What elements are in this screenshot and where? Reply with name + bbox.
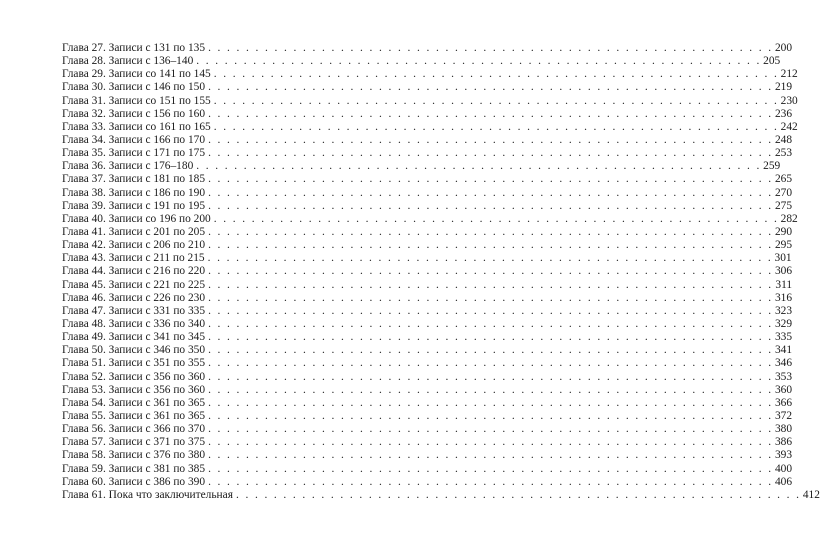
toc-entry-title: Глава 61. Пока что заключительная: [62, 488, 233, 501]
toc-entry-title: Глава 42. Записи с 206 по 210: [62, 239, 206, 252]
toc-entry-page: 372: [774, 409, 793, 422]
toc-entry-page: 353: [774, 370, 793, 383]
toc-entry: [62, 94, 798, 108]
toc-entry-title: Глава 40. Записи со 196 по 200: [62, 212, 211, 225]
toc-entry: [62, 81, 793, 94]
toc-entry: [62, 409, 793, 423]
toc-leader-dots: . . . . . . . . . . . . . . . . . . . . . . . . . . . . . . . . . . . . . . . . . . . . . . . . . . . . . . . . . . . .: [208, 81, 774, 94]
toc-entry-page: 366: [774, 396, 793, 409]
toc-entry-title: Глава 46. Записи с 226 по 230: [62, 291, 206, 304]
toc-entry-page: 212: [780, 68, 798, 81]
toc-leader-dots: . . . . . . . . . . . . . . . . . . . . . . . . . . . . . . . . . . . . . . . . . . . . . . . . . . . . . . . . . . . .: [213, 120, 779, 133]
toc-leader-dots: . . . . . . . . . . . . . . . . . . . . . . . . . . . . . . . . . . . . . . . . . . . . . . . . . . . . . . . . . . . .: [208, 370, 774, 383]
toc-entry-page: 406: [774, 475, 793, 488]
toc-entry-title: Глава 36. Записи с 176–180: [62, 160, 194, 173]
toc-entry-page: 248: [774, 133, 793, 146]
toc-entry-page: 341: [774, 344, 793, 357]
toc-entry: [62, 147, 793, 160]
toc-entry: [62, 199, 793, 213]
toc-entry-title: Глава 27. Записи с 131 по 135: [62, 42, 206, 54]
toc-entry: [62, 436, 793, 449]
toc-entry-title: Глава 34. Записи с 166 по 170: [62, 133, 206, 146]
toc-entry-title: Глава 57. Записи с 371 по 375: [62, 436, 206, 449]
toc-entry-page: 393: [774, 449, 793, 462]
toc-entry: [62, 42, 793, 55]
toc-leader-dots: . . . . . . . . . . . . . . . . . . . . . . . . . . . . . . . . . . . . . . . . . . . . . . . . . . . . . . . . . . . .: [208, 173, 774, 186]
toc-entry: [62, 173, 793, 186]
toc-leader-dots: . . . . . . . . . . . . . . . . . . . . . . . . . . . . . . . . . . . . . . . . . . . . . . . . . . . . . . . . . . . .: [208, 475, 774, 488]
toc-entry-title: Глава 45. Записи с 221 по 225: [62, 278, 206, 291]
toc-entry-page: 270: [774, 186, 793, 199]
toc-entry-page: 329: [774, 317, 793, 330]
toc-entry: [62, 160, 781, 173]
toc-entry-page: 205: [763, 55, 781, 68]
toc-entry-title: Глава 51. Записи с 351 по 355: [62, 357, 206, 370]
toc-entry: [62, 383, 793, 397]
toc-entry-page: 259: [763, 160, 781, 173]
toc-leader-dots: . . . . . . . . . . . . . . . . . . . . . . . . . . . . . . . . . . . . . . . . . . . . . . . . . . . . . . . . . . . .: [208, 225, 774, 238]
toc-entry-page: 282: [780, 212, 798, 225]
toc-leader-dots: . . . . . . . . . . . . . . . . . . . . . . . . . . . . . . . . . . . . . . . . . . . . . . . . . . . . . . . . . . . .: [208, 409, 774, 422]
toc-entry: [62, 107, 793, 121]
toc-entry-title: Глава 58. Записи с 376 по 380: [62, 449, 206, 462]
toc-entry-title: Глава 30. Записи с 146 по 150: [62, 81, 206, 94]
toc-entry: [62, 68, 798, 81]
toc-entry: [62, 357, 793, 370]
toc-entry: [62, 291, 793, 305]
toc-leader-dots: . . . . . . . . . . . . . . . . . . . . . . . . . . . . . . . . . . . . . . . . . . . . . . . . . . . . . . . . . . . .: [207, 252, 773, 265]
toc-entry: [62, 225, 793, 239]
toc-entry-page: 311: [775, 278, 793, 291]
toc-entry-page: 290: [774, 225, 793, 238]
toc-leader-dots: . . . . . . . . . . . . . . . . . . . . . . . . . . . . . . . . . . . . . . . . . . . . . . . . . . . . . . . . . . . .: [208, 278, 774, 291]
toc-entry: [62, 133, 793, 147]
toc-entry-page: 335: [774, 331, 793, 344]
toc-entry-page: 295: [774, 239, 793, 252]
toc-leader-dots: . . . . . . . . . . . . . . . . . . . . . . . . . . . . . . . . . . . . . . . . . . . . . . . . . . . . . . . . . . . .: [213, 68, 779, 81]
toc-entry-page: 230: [780, 94, 798, 107]
toc-leader-dots: . . . . . . . . . . . . . . . . . . . . . . . . . . . . . . . . . . . . . . . . . . . . . . . . . . . . . . . . . . . .: [208, 396, 774, 409]
toc-entry-title: Глава 49. Записи с 341 по 345: [62, 331, 206, 344]
toc-entry-page: 323: [774, 304, 793, 317]
toc-entry-title: Глава 55. Записи с 361 по 365: [62, 409, 206, 422]
toc-entry-title: Глава 54. Записи с 361 по 365: [62, 396, 206, 409]
toc-leader-dots: . . . . . . . . . . . . . . . . . . . . . . . . . . . . . . . . . . . . . . . . . . . . . . . . . . . . . . . . . . . .: [213, 94, 779, 107]
toc-leader-dots: . . . . . . . . . . . . . . . . . . . . . . . . . . . . . . . . . . . . . . . . . . . . . . . . . . . . . . . . . . . .: [235, 488, 801, 501]
toc-entry-page: 236: [774, 107, 793, 120]
toc-leader-dots: . . . . . . . . . . . . . . . . . . . . . . . . . . . . . . . . . . . . . . . . . . . . . . . . . . . . . . . . . . . .: [208, 291, 774, 304]
toc-entry: [62, 252, 792, 265]
toc-entry-title: Глава 39. Записи с 191 по 195: [62, 199, 206, 212]
toc-entry: [62, 370, 793, 384]
toc-entry: [62, 120, 798, 134]
toc-entry-title: Глава 56. Записи с 366 по 370: [62, 423, 206, 436]
toc-entry: [62, 212, 798, 226]
toc-entry-title: Глава 60. Записи с 386 по 390: [62, 475, 206, 488]
toc-leader-dots: . . . . . . . . . . . . . . . . . . . . . . . . . . . . . . . . . . . . . . . . . . . . . . . . . . . . . . . . . . . .: [208, 317, 774, 330]
toc-entry: [62, 396, 793, 410]
toc-entry-title: Глава 44. Записи с 216 по 220: [62, 265, 206, 278]
toc-entry: [62, 317, 793, 331]
toc-entry-title: Глава 37. Записи с 181 по 185: [62, 173, 206, 186]
toc-entry-title: Глава 52. Записи с 356 по 360: [62, 370, 206, 383]
toc-leader-dots: . . . . . . . . . . . . . . . . . . . . . . . . . . . . . . . . . . . . . . . . . . . . . . . . . . . . . . . . . . . .: [208, 147, 774, 160]
toc-leader-dots: . . . . . . . . . . . . . . . . . . . . . . . . . . . . . . . . . . . . . . . . . . . . . . . . . . . . . . . . . . . .: [208, 42, 774, 54]
toc-leader-dots: . . . . . . . . . . . . . . . . . . . . . . . . . . . . . . . . . . . . . . . . . . . . . . . . . . . . . . . . . . . .: [208, 239, 774, 252]
toc-leader-dots: . . . . . . . . . . . . . . . . . . . . . . . . . . . . . . . . . . . . . . . . . . . . . . . . . . . . . . . . . . . .: [208, 462, 774, 475]
toc-leader-dots: . . . . . . . . . . . . . . . . . . . . . . . . . . . . . . . . . . . . . . . . . . . . . . . . . . . . . . . . . . . .: [196, 160, 762, 173]
toc-entry: [62, 423, 793, 436]
toc-leader-dots: . . . . . . . . . . . . . . . . . . . . . . . . . . . . . . . . . . . . . . . . . . . . . . . . . . . . . . . . . . . .: [208, 133, 774, 146]
toc-entry-title: Глава 33. Записи со 161 по 165: [62, 120, 211, 133]
toc-entry-title: Глава 48. Записи с 336 по 340: [62, 317, 206, 330]
toc-leader-dots: . . . . . . . . . . . . . . . . . . . . . . . . . . . . . . . . . . . . . . . . . . . . . . . . . . . . . . . . . . . .: [196, 55, 762, 68]
toc-entry-title: Глава 31. Записи со 151 по 155: [62, 94, 211, 107]
toc-entry-title: Глава 32. Записи с 156 по 160: [62, 107, 206, 120]
toc-entry-title: Глава 38. Записи с 186 по 190: [62, 186, 206, 199]
toc-entry-title: Глава 47. Записи с 331 по 335: [62, 304, 206, 317]
toc-entry-title: Глава 43. Записи с 211 по 215: [62, 252, 205, 265]
toc-entry-title: Глава 53. Записи с 356 по 360: [62, 383, 206, 396]
toc-entry: [62, 475, 793, 489]
toc-entry-title: Глава 35. Записи с 171 по 175: [62, 147, 206, 160]
toc-leader-dots: . . . . . . . . . . . . . . . . . . . . . . . . . . . . . . . . . . . . . . . . . . . . . . . . . . . . . . . . . . . .: [208, 357, 774, 370]
toc-entry-page: 400: [774, 462, 793, 475]
toc-entry: [62, 55, 781, 68]
toc-entry-page: 219: [774, 81, 793, 94]
toc-leader-dots: . . . . . . . . . . . . . . . . . . . . . . . . . . . . . . . . . . . . . . . . . . . . . . . . . . . . . . . . . . . .: [208, 383, 774, 396]
toc-leader-dots: . . . . . . . . . . . . . . . . . . . . . . . . . . . . . . . . . . . . . . . . . . . . . . . . . . . . . . . . . . . .: [208, 449, 774, 462]
toc-entry-page: 412: [802, 488, 820, 501]
toc-entry-page: 265: [774, 173, 793, 186]
toc-entry-page: 200: [774, 42, 793, 54]
toc-entry-title: Глава 28. Записи с 136–140: [62, 55, 194, 68]
toc-entry: [62, 239, 793, 252]
toc-entry: [62, 304, 793, 318]
toc-entry-page: 301: [774, 252, 792, 265]
toc-entry: [62, 186, 793, 200]
toc-leader-dots: . . . . . . . . . . . . . . . . . . . . . . . . . . . . . . . . . . . . . . . . . . . . . . . . . . . . . . . . . . . .: [213, 212, 779, 225]
toc-entry-title: Глава 59. Записи с 381 по 385: [62, 462, 206, 475]
toc-entry: [62, 344, 793, 357]
toc-entry: [62, 488, 820, 502]
toc-entry: [62, 462, 793, 476]
toc-entry: [62, 449, 793, 462]
toc-leader-dots: . . . . . . . . . . . . . . . . . . . . . . . . . . . . . . . . . . . . . . . . . . . . . . . . . . . . . . . . . . . .: [208, 436, 774, 449]
toc-leader-dots: . . . . . . . . . . . . . . . . . . . . . . . . . . . . . . . . . . . . . . . . . . . . . . . . . . . . . . . . . . . .: [208, 199, 774, 212]
toc-entry-page: 380: [774, 423, 793, 436]
toc-entry-title: Глава 29. Записи со 141 по 145: [62, 68, 211, 81]
toc-leader-dots: . . . . . . . . . . . . . . . . . . . . . . . . . . . . . . . . . . . . . . . . . . . . . . . . . . . . . . . . . . . .: [208, 186, 774, 199]
table-of-contents: [62, 42, 820, 502]
toc-entry-page: 275: [774, 199, 793, 212]
toc-entry: [62, 331, 793, 344]
toc-leader-dots: . . . . . . . . . . . . . . . . . . . . . . . . . . . . . . . . . . . . . . . . . . . . . . . . . . . . . . . . . . . .: [208, 265, 774, 278]
toc-entry-title: Глава 50. Записи с 346 по 350: [62, 344, 206, 357]
toc-entry-page: 242: [780, 120, 798, 133]
toc-entry-page: 346: [774, 357, 793, 370]
toc-entry: [62, 265, 793, 278]
toc-leader-dots: . . . . . . . . . . . . . . . . . . . . . . . . . . . . . . . . . . . . . . . . . . . . . . . . . . . . . . . . . . . .: [208, 423, 774, 436]
toc-entry-page: 386: [774, 436, 793, 449]
toc-leader-dots: . . . . . . . . . . . . . . . . . . . . . . . . . . . . . . . . . . . . . . . . . . . . . . . . . . . . . . . . . . . .: [208, 107, 774, 120]
toc-entry-title: Глава 41. Записи с 201 по 205: [62, 225, 206, 238]
toc-leader-dots: . . . . . . . . . . . . . . . . . . . . . . . . . . . . . . . . . . . . . . . . . . . . . . . . . . . . . . . . . . . .: [208, 331, 774, 344]
toc-entry-page: 316: [774, 291, 793, 304]
toc-entry-page: 360: [774, 383, 793, 396]
toc-entry-page: 253: [774, 147, 793, 160]
toc-leader-dots: . . . . . . . . . . . . . . . . . . . . . . . . . . . . . . . . . . . . . . . . . . . . . . . . . . . . . . . . . . . .: [208, 304, 774, 317]
toc-leader-dots: . . . . . . . . . . . . . . . . . . . . . . . . . . . . . . . . . . . . . . . . . . . . . . . . . . . . . . . . . . . .: [208, 344, 774, 357]
toc-entry-page: 306: [774, 265, 793, 278]
toc-entry: [62, 278, 793, 292]
